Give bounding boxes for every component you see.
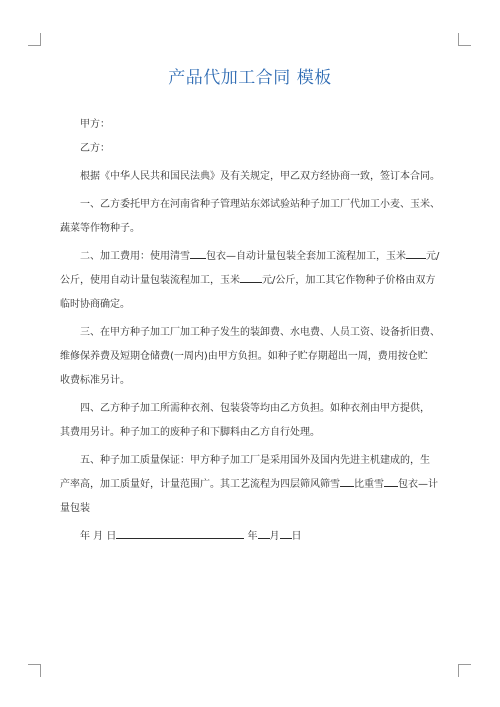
clause-3-line-3: 收费标准另计。 xyxy=(60,375,130,386)
sign-date-month: 月 xyxy=(269,531,280,542)
clause-2-text-b: 包衣—自动计量包装全套加工流程加工，玉米 xyxy=(206,251,406,262)
clause-2-text-d: 公斤，使用自动计量包装流程加工，玉米 xyxy=(60,275,240,286)
clause-5-text-a: 产率高，加工质量好，计量范围广。其工艺流程为四层筛风筛雪 xyxy=(60,479,340,490)
blank-field xyxy=(280,527,292,539)
sign-date-day: 日 xyxy=(291,531,302,542)
document-title: 产品代加工合同 模板 xyxy=(168,68,332,88)
blank-field xyxy=(190,247,206,259)
clause-2-line-2 xyxy=(60,269,442,293)
blank-field xyxy=(258,527,270,539)
crop-mark-bottom-right xyxy=(458,664,471,677)
crop-mark-top-left xyxy=(28,33,41,46)
intro-paragraph: 根据《中华人民共和国民法典》及有关规定，甲乙双方经协商一致，签订本合同。 xyxy=(80,171,440,182)
party-b-line: 乙方： xyxy=(80,143,110,154)
clause-5-text-b: 比重雪 xyxy=(354,479,384,490)
blank-field xyxy=(340,475,354,487)
sign-date-1: 年 月 日 xyxy=(80,531,117,542)
clause-1-line-1: 一、乙方委托甲方在河南省种子管理站东郊试验站种子加工厂代加工小麦、玉米、 xyxy=(80,199,440,210)
clause-5-line-1: 五、种子加工质量保证：甲方种子加工厂是采用国外及国内先进主机建成的，生 xyxy=(80,455,430,466)
signature-blank xyxy=(116,527,244,539)
clause-5-text-c: 包衣—计 xyxy=(398,479,438,490)
clause-5-line-2 xyxy=(60,473,442,497)
party-a-line: 甲方： xyxy=(80,119,110,130)
signature-date-line xyxy=(60,525,442,549)
clause-2-line-1 xyxy=(60,245,442,269)
clause-1-line-2: 蔬菜等作物种子。 xyxy=(60,223,140,234)
clause-2-text-e: 元/公斤，加工其它作物种子价格由双方 xyxy=(262,275,436,286)
clause-2-text-c: 元/ xyxy=(426,251,440,262)
clause-2-line-3: 临时协商确定。 xyxy=(60,299,130,310)
clause-5-line-3: 量包装 xyxy=(60,503,90,514)
crop-mark-bottom-left xyxy=(28,664,41,677)
clause-3-line-1: 三、在甲方种子加工厂加工种子发生的装卸费、水电费、人员工资、设备折旧费、 xyxy=(80,327,440,338)
clause-4-line-1: 四、乙方种子加工所需种衣剂、包装袋等均由乙方负担。如种衣剂由甲方提供， xyxy=(80,403,430,414)
blank-field xyxy=(240,271,262,283)
crop-mark-top-right xyxy=(458,33,471,46)
blank-field xyxy=(384,475,398,487)
clause-4-line-2: 其费用另计。种子加工的废种子和下脚料由乙方自行处理。 xyxy=(60,427,320,438)
sign-date-year: 年 xyxy=(247,531,258,542)
document-body xyxy=(60,113,442,549)
clause-3-line-2: 维修保养费及短期仓储费(一周内)由甲方负担。如种子贮存期超出一周，费用按仓贮 xyxy=(60,351,428,362)
blank-field xyxy=(406,247,426,259)
clause-2-text-a: 二、加工费用：使用清雪 xyxy=(80,251,190,262)
